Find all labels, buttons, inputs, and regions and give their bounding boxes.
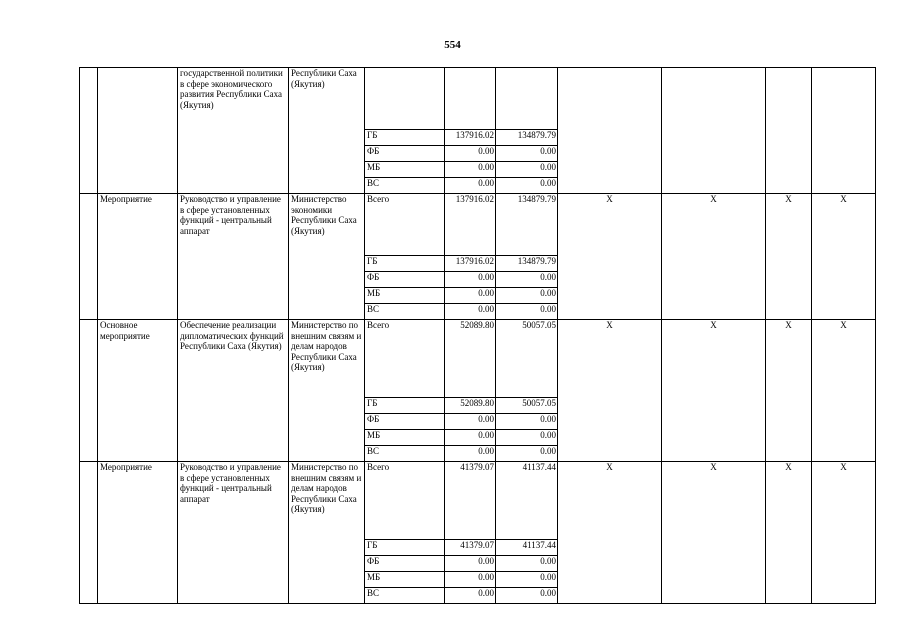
funding-source-label xyxy=(365,68,445,130)
actual-value: 134879.79 xyxy=(496,194,558,256)
activity-name-cell: государственной политики в сфере экономического развития Республики Саха (Якутия) xyxy=(178,68,289,194)
funding-source-label: ВС xyxy=(365,304,445,320)
executor-cell: Республики Саха (Якутия) xyxy=(289,68,365,194)
activity-type-cell: Мероприятие xyxy=(98,194,178,320)
indicator-cell: Х xyxy=(558,194,662,320)
row-marker-cell xyxy=(80,68,98,194)
funding-source-label: ФБ xyxy=(365,272,445,288)
actual-value: 0.00 xyxy=(496,430,558,446)
table-row xyxy=(80,68,876,130)
planned-value: 52089.80 xyxy=(445,398,496,414)
funding-source-label: ФБ xyxy=(365,146,445,162)
indicator-cell: Х xyxy=(662,462,766,604)
planned-value: 41379.07 xyxy=(445,462,496,540)
indicator-cell: Х xyxy=(812,320,876,462)
planned-value: 0.00 xyxy=(445,446,496,462)
funding-source-label: ГБ xyxy=(365,398,445,414)
actual-value: 0.00 xyxy=(496,304,558,320)
planned-value: 0.00 xyxy=(445,178,496,194)
actual-value: 0.00 xyxy=(496,272,558,288)
funding-source-label: ГБ xyxy=(365,130,445,146)
actual-value: 41137.44 xyxy=(496,462,558,540)
activity-name-cell: Обеспечение реализации дипломатических функций Республики Саха (Якутия) xyxy=(178,320,289,462)
planned-value: 0.00 xyxy=(445,272,496,288)
planned-value: 137916.02 xyxy=(445,194,496,256)
actual-value: 50057.05 xyxy=(496,320,558,398)
actual-value: 0.00 xyxy=(496,588,558,604)
actual-value: 0.00 xyxy=(496,146,558,162)
activity-name-cell: Руководство и управление в сфере установленных функций - центральный аппарат xyxy=(178,462,289,604)
planned-value: 0.00 xyxy=(445,304,496,320)
funding-source-label: Всего xyxy=(365,462,445,540)
funding-source-label: ВС xyxy=(365,446,445,462)
funding-source-label: ВС xyxy=(365,178,445,194)
planned-value: 41379.07 xyxy=(445,540,496,556)
activity-type-cell xyxy=(98,68,178,194)
row-marker-cell xyxy=(80,194,98,320)
planned-value: 0.00 xyxy=(445,430,496,446)
indicator-cell: Х xyxy=(558,462,662,604)
executor-cell: Министерство по внешним связям и делам народов Республики Саха (Якутия) xyxy=(289,320,365,462)
indicator-cell: Х xyxy=(662,194,766,320)
row-marker-cell xyxy=(80,462,98,604)
actual-value: 0.00 xyxy=(496,414,558,430)
funding-source-label: МБ xyxy=(365,288,445,304)
actual-value: 0.00 xyxy=(496,446,558,462)
actual-value: 0.00 xyxy=(496,162,558,178)
planned-value: 0.00 xyxy=(445,288,496,304)
funding-source-label: ФБ xyxy=(365,556,445,572)
actual-value: 134879.79 xyxy=(496,130,558,146)
page-number: 554 xyxy=(444,39,461,51)
funding-source-label: Всего xyxy=(365,320,445,398)
planned-value: 52089.80 xyxy=(445,320,496,398)
indicator-cell: Х xyxy=(812,194,876,320)
planned-value: 0.00 xyxy=(445,556,496,572)
actual-value: 134879.79 xyxy=(496,256,558,272)
executor-cell: Министерство экономики Республики Саха (Якутия) xyxy=(289,194,365,320)
indicator-cell: Х xyxy=(558,320,662,462)
actual-value: 50057.05 xyxy=(496,398,558,414)
actual-value: 41137.44 xyxy=(496,540,558,556)
budget-table xyxy=(79,67,876,604)
planned-value: 137916.02 xyxy=(445,130,496,146)
funding-source-label: МБ xyxy=(365,430,445,446)
activity-type-cell: Основное мероприятие xyxy=(98,320,178,462)
planned-value: 0.00 xyxy=(445,572,496,588)
table-row xyxy=(80,194,876,256)
indicator-cell: Х xyxy=(766,462,812,604)
table-row xyxy=(80,462,876,540)
funding-source-label: МБ xyxy=(365,572,445,588)
planned-value xyxy=(445,68,496,130)
indicator-cell: Х xyxy=(766,194,812,320)
row-marker-cell xyxy=(80,320,98,462)
indicator-cell: Х xyxy=(766,320,812,462)
planned-value: 0.00 xyxy=(445,146,496,162)
actual-value: 0.00 xyxy=(496,288,558,304)
funding-source-label: ВС xyxy=(365,588,445,604)
planned-value: 137916.02 xyxy=(445,256,496,272)
actual-value: 0.00 xyxy=(496,178,558,194)
indicator-cell xyxy=(812,68,876,194)
actual-value: 0.00 xyxy=(496,572,558,588)
indicator-cell xyxy=(766,68,812,194)
planned-value: 0.00 xyxy=(445,162,496,178)
indicator-cell xyxy=(662,68,766,194)
indicator-cell: Х xyxy=(812,462,876,604)
executor-cell: Министерство по внешним связям и делам народов Республики Саха (Якутия) xyxy=(289,462,365,604)
funding-source-label: Всего xyxy=(365,194,445,256)
actual-value xyxy=(496,68,558,130)
planned-value: 0.00 xyxy=(445,414,496,430)
indicator-cell xyxy=(558,68,662,194)
funding-source-label: МБ xyxy=(365,162,445,178)
actual-value: 0.00 xyxy=(496,556,558,572)
activity-type-cell: Мероприятие xyxy=(98,462,178,604)
table-row xyxy=(80,320,876,398)
funding-source-label: ФБ xyxy=(365,414,445,430)
funding-source-label: ГБ xyxy=(365,256,445,272)
planned-value: 0.00 xyxy=(445,588,496,604)
activity-name-cell: Руководство и управление в сфере установленных функций - центральный аппарат xyxy=(178,194,289,320)
funding-source-label: ГБ xyxy=(365,540,445,556)
indicator-cell: Х xyxy=(662,320,766,462)
